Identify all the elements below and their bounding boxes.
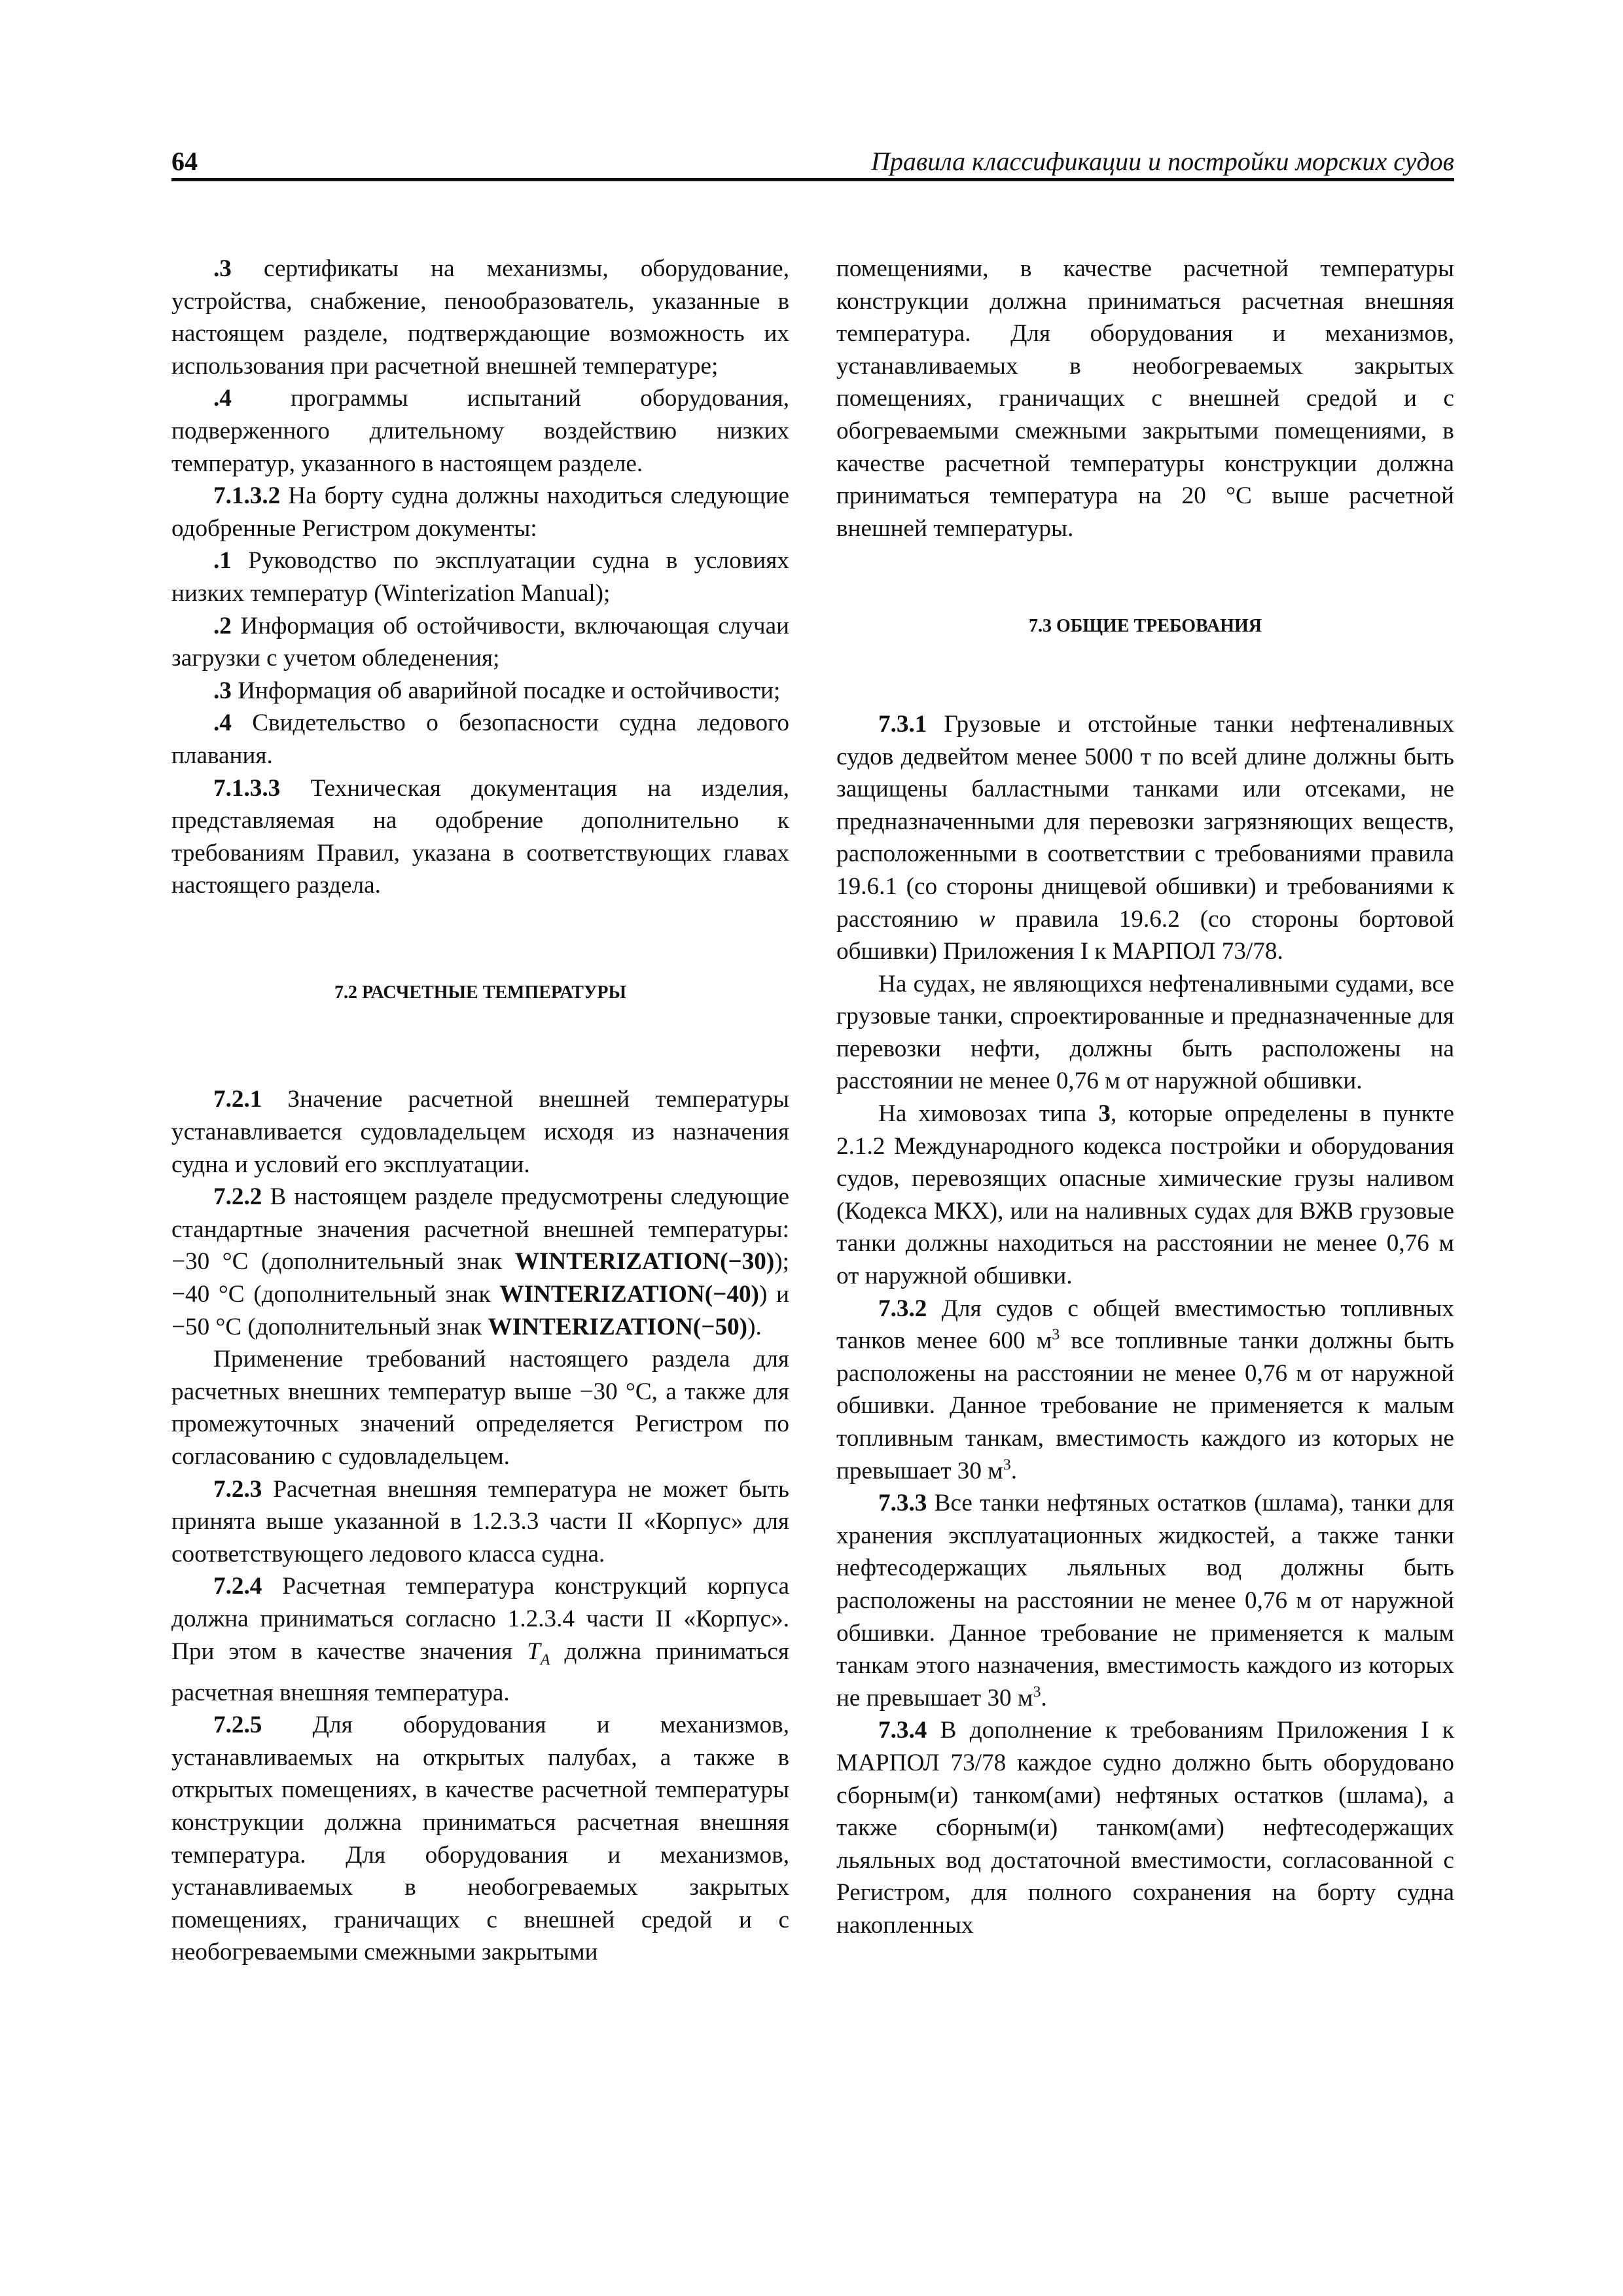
paragraph	[836, 1487, 1454, 1714]
paragraph	[171, 480, 789, 545]
clause-number: 7.2.1	[213, 1086, 262, 1113]
item-number: .3	[213, 677, 232, 704]
paragraph-text: программы испытаний оборудования, подверженного длительному воздействию низких температур, указанного в настоящем разделе.	[171, 385, 789, 477]
page-number: 64	[171, 147, 198, 176]
paragraph	[836, 1098, 1454, 1293]
paragraph	[171, 382, 789, 480]
clause-number: 7.1.3.2	[213, 482, 281, 510]
chemical-tanker-type: 3	[1098, 1100, 1111, 1128]
paragraph	[171, 1181, 789, 1343]
paragraph	[836, 1714, 1454, 1941]
paragraph	[171, 610, 789, 675]
superscript: 3	[1033, 1683, 1041, 1701]
paragraph-text: ); −40 °С (дополнительный знак	[171, 1248, 789, 1308]
paragraph-text: Руководство по эксплуатации судна в условиях низких температур (Winterization Manual);	[171, 547, 789, 607]
superscript: 3	[1003, 1456, 1011, 1474]
paragraph-text: Расчетная внешняя температура не может быть принята выше указанной в 1.2.3.3 части II «Корпус» для соответствующего ледового класса судна.	[171, 1475, 789, 1568]
variable-symbol: w	[978, 905, 995, 933]
section-heading: 7.2 РАСЧЕТНЫЕ ТЕМПЕРАТУРЫ	[334, 982, 627, 1003]
paragraph-text: Информация об остойчивости, включающая случаи загрузки с учетом обледенения;	[171, 612, 789, 672]
variable-subscript: A	[540, 1651, 550, 1668]
clause-number: 7.3.1	[878, 710, 927, 738]
paragraph-text: Применение требований настоящего раздела для расчетных внешних температур выше −30 °С, а также для промежуточных значений определяется Регистром по согласованию с судовладельцем.	[171, 1346, 789, 1470]
item-number: .3	[213, 255, 232, 282]
clause-number: 7.2.3	[213, 1475, 262, 1503]
paragraph-text: правила 19.6.2 (со стороны бортовой обшивки) Приложения I к МАРПОЛ 73/78.	[836, 905, 1455, 965]
paragraph	[836, 968, 1454, 1098]
paragraph-text: Все танки нефтяных остатков (шлама), танки для хранения эксплуатационных жидкостей, а также танки нефтесодержащих льяльных вод должны быть расположены на расстоянии не менее 0,76 м от наружной обшивки. Данное требование не применяется к малым танкам этого назначения, вместимость каждого из которых не превышает 30 м	[836, 1490, 1454, 1712]
paragraph-text: Для судов с общей вместимостью топливных танков менее 600 м	[836, 1295, 1454, 1355]
paragraph-text: .	[1041, 1684, 1047, 1712]
paragraph-text: На судах, не являющихся нефтеналивными судами, все грузовые танки, спроектированные и предназначенные для перевозки нефти, должны быть расположены на расстоянии не менее 0,76 м от наружной обшивки.	[836, 970, 1454, 1095]
paragraph	[171, 772, 789, 902]
header-rule	[171, 178, 1454, 181]
paragraph-text: ) и −50 °С (дополнительный знак	[171, 1281, 789, 1340]
paragraph-text: Для оборудования и механизмов, устанавливаемых на открытых палубах, а также в открытых помещениях, в качестве расчетной температуры конструкции должна приниматься расчетная внешняя температура. Для оборудования и механизмов, устанавливаемых в необогреваемых закрытых помещениях, граничащих с внешней средой и с необогреваемыми смежными закрытыми	[171, 1712, 789, 1966]
paragraph	[171, 1570, 789, 1709]
running-title: Правила классификации и постройки морских судов	[870, 147, 1454, 176]
right-column	[836, 253, 1454, 1942]
section-heading: 7.3 ОБЩИЕ ТРЕБОВАНИЯ	[1029, 616, 1262, 637]
paragraph-text: ).	[747, 1313, 762, 1340]
paragraph-text: На химовозах типа	[878, 1100, 1099, 1128]
paragraph-text: , которые определены в пункте 2.1.2 Международного кодекса постройки и оборудования судов, перевозящих опасные химические грузы наливом (Кодекса МКХ), или на наливных судах для ВЖВ грузовые танки должны находиться на расстоянии не менее 0,76 м от наружной обшивки.	[836, 1100, 1454, 1290]
paragraph-text: Информация об аварийной посадке и остойчивости;	[231, 677, 781, 704]
paragraph	[836, 1293, 1454, 1488]
paragraph-text: В дополнение к требованиям Приложения I к МАРПОЛ 73/78 каждое судно должно быть оборудовано сборным(и) танком(ами) нефтяных остатков (шлама), а также сборным(и) танком(ами) нефтесодержащих льяльных вод достаточной вместимости, согласованной с Регистром, для полного сохранения на борту судна накопленных	[836, 1717, 1454, 1939]
paragraph	[171, 253, 789, 382]
paragraph-text: должна приниматься расчетная внешняя температура.	[171, 1638, 789, 1706]
superscript: 3	[1052, 1326, 1060, 1344]
paragraph-text: все топливные танки должны быть расположены на расстоянии не менее 0,76 м от наружной обшивки. Данное требование не применяется к малым топливным танкам, вместимость каждого из которых не превышает 30 м	[836, 1327, 1454, 1484]
paragraph-text: .	[1010, 1457, 1018, 1484]
paragraph-text: Свидетельство о безопасности судна ледового плавания.	[171, 709, 789, 769]
paragraph	[171, 675, 789, 708]
paragraph-text: Расчетная температура конструкций корпуса должна приниматься согласно 1.2.3.4 части II «Корпус». При этом в качестве значения	[171, 1573, 789, 1665]
paragraph	[171, 1709, 789, 1969]
clause-number: 7.2.2	[213, 1183, 262, 1211]
paragraph	[171, 545, 789, 609]
paragraph	[171, 1473, 789, 1571]
paragraph-text: Значение расчетной внешней температуры устанавливается судовладельцем исходя из назначения судна и условий его эксплуатации.	[171, 1086, 789, 1178]
paragraph-text: Грузовые и отстойные танки нефтеналивных судов дедвейтом менее 5000 т по всей длине должны быть защищены балластными танками или отсеками, не предназначенными для перевозки загрязняющих веществ, расположенными в соответствии с требованиями правила 19.6.1 (со стороны днищевой обшивки) и требованиями к расстоянию	[836, 710, 1454, 933]
paragraph	[171, 707, 789, 772]
clause-number: 7.3.4	[878, 1717, 927, 1744]
variable-symbol: T	[527, 1638, 541, 1665]
item-number: .4	[213, 385, 232, 412]
item-number: .1	[213, 547, 232, 575]
winterization-mark: WINTERIZATION(−30)	[514, 1248, 775, 1276]
paragraph-text: сертификаты на механизмы, оборудование, устройства, снабжение, пенообразователь, указанные в настоящем разделе, подтверждающие возможность их использования при расчетной внешней температуре;	[171, 255, 789, 380]
clause-number: 7.3.2	[878, 1295, 927, 1322]
clause-number: 7.1.3.3	[213, 774, 281, 802]
winterization-mark: WINTERIZATION(−40)	[499, 1281, 759, 1308]
paragraph	[836, 253, 1454, 545]
paragraph	[171, 1343, 789, 1473]
winterization-mark: WINTERIZATION(−50)	[488, 1313, 748, 1340]
paragraph-text: В настоящем разделе предусмотрены следующие стандартные значения расчетной внешней температуры: −30 °С (дополнительный знак	[171, 1183, 789, 1276]
paragraph-text: Техническая документация на изделия, представляемая на одобрение дополнительно к требованиям Правил, указана в соответствующих главах настоящего раздела.	[171, 774, 789, 899]
paragraph-text: помещениями, в качестве расчетной температуры конструкции должна приниматься расчетная внешняя температура. Для оборудования и механизмов, устанавливаемых в необогреваемых закрытых помещениях, граничащих с внешней средой и с обогреваемыми смежными закрытыми помещениями, в качестве расчетной температуры конструкции должна приниматься температура на 20 °С выше расчетной внешней температуры.	[836, 255, 1454, 542]
paragraph	[171, 1083, 789, 1181]
paragraph-text: На борту судна должны находиться следующие одобренные Регистром документы:	[171, 482, 789, 542]
left-column	[171, 253, 789, 1969]
clause-number: 7.2.5	[213, 1712, 262, 1739]
clause-number: 7.3.3	[878, 1490, 927, 1517]
paragraph	[836, 708, 1454, 968]
item-number: .2	[213, 612, 232, 639]
item-number: .4	[213, 709, 232, 737]
clause-number: 7.2.4	[213, 1573, 262, 1600]
